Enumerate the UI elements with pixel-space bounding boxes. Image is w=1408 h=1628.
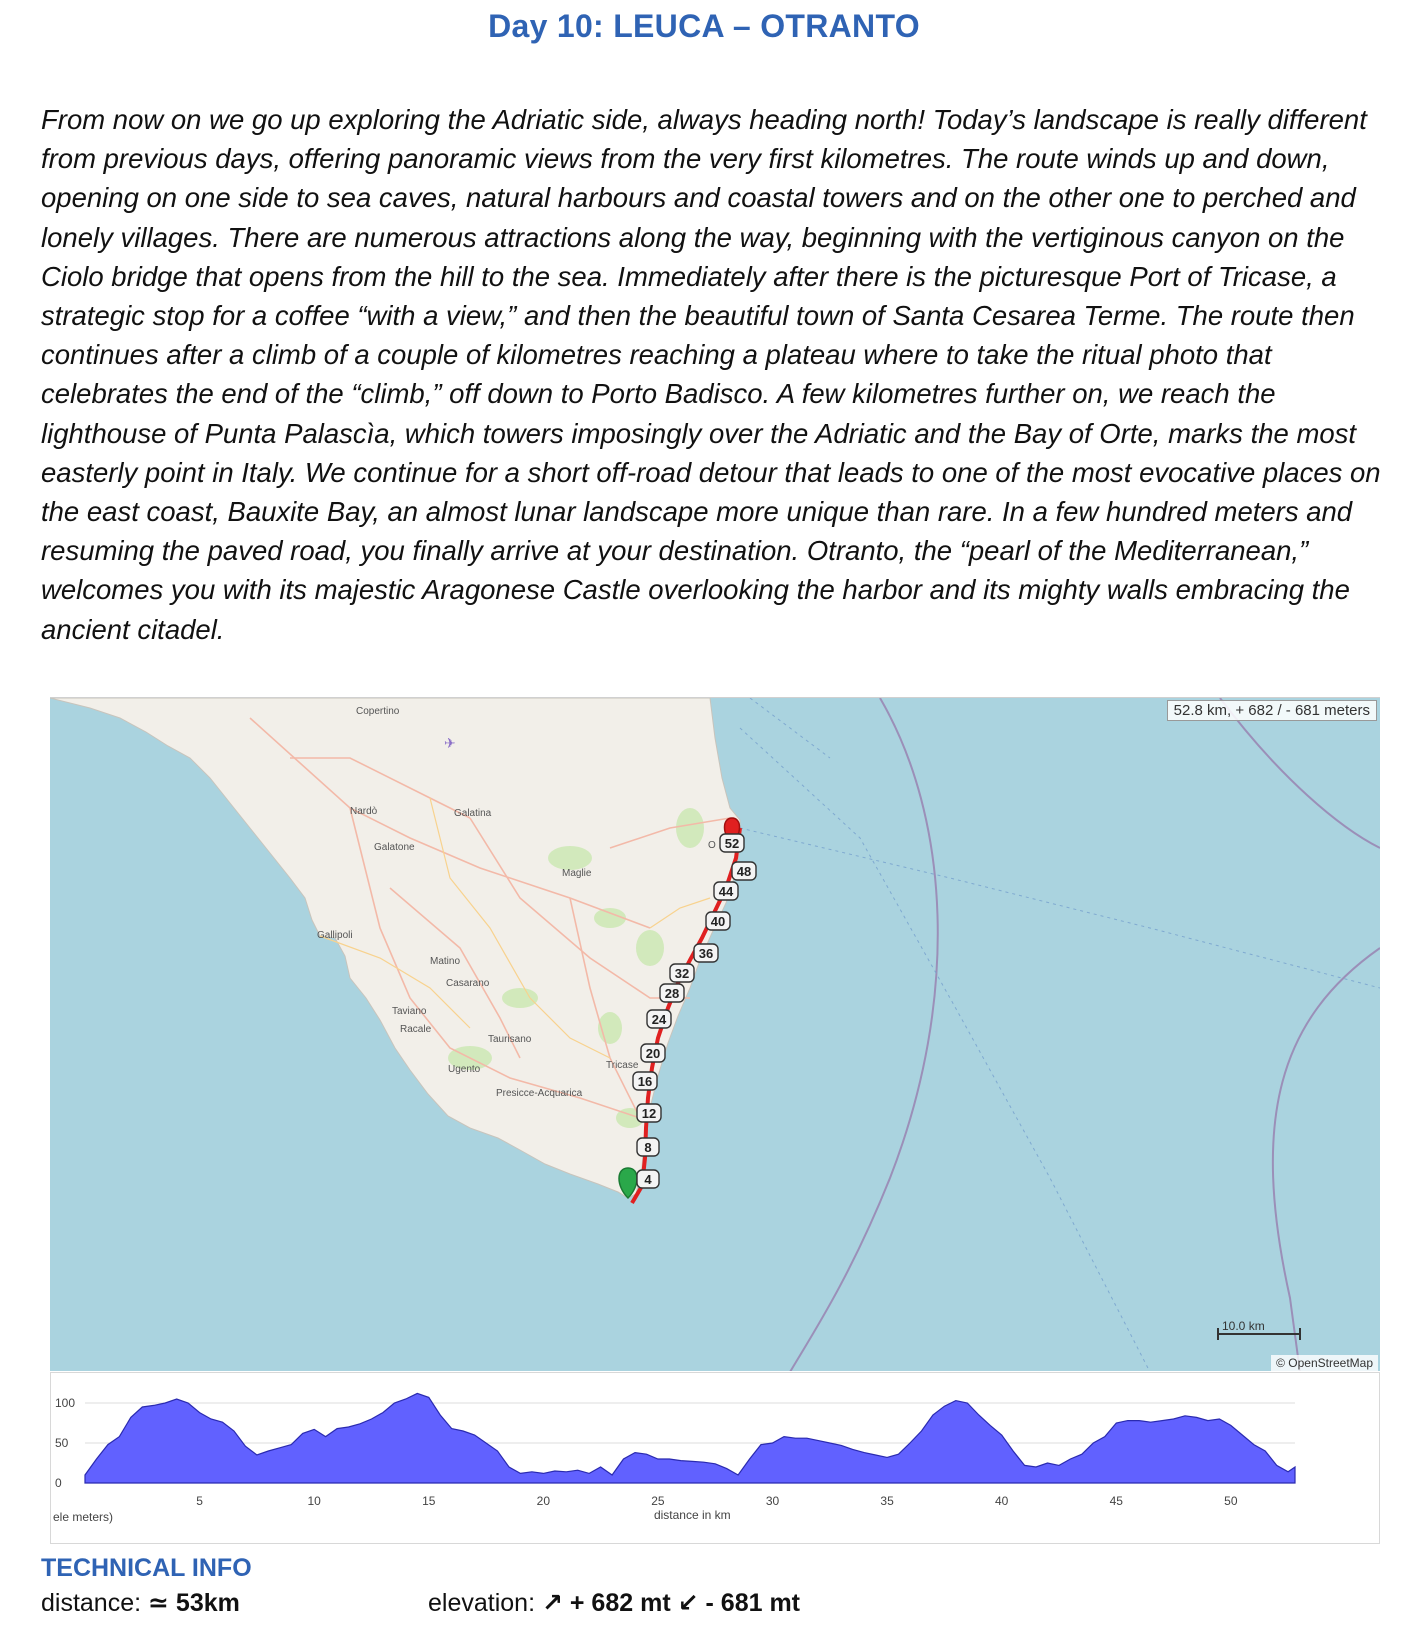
- elevation-profile[interactable]: [50, 1372, 1380, 1544]
- y-tick-label: 100: [55, 1396, 76, 1410]
- town-label: Maglie: [562, 868, 592, 879]
- svg-text:48: 48: [736, 864, 752, 879]
- km-marker-48: [732, 862, 756, 880]
- town-label: Copertino: [356, 706, 400, 717]
- km-marker-32: [670, 964, 694, 982]
- elevation-chart[interactable]: [51, 1373, 1381, 1545]
- y-tick-label: 50: [55, 1436, 69, 1450]
- elevation-gain: + 682 mt: [569, 1589, 671, 1617]
- town-label: Nardò: [350, 806, 378, 817]
- town-label: Taurisano: [488, 1034, 532, 1045]
- svg-text:24: 24: [651, 1012, 667, 1027]
- km-marker-20: [641, 1044, 665, 1062]
- km-marker-52: [720, 834, 744, 852]
- svg-text:20: 20: [645, 1046, 661, 1061]
- svg-text:16: 16: [637, 1074, 653, 1089]
- distance-label: distance:: [41, 1589, 142, 1617]
- distance-info: [41, 1588, 240, 1618]
- svg-text:52: 52: [724, 836, 740, 851]
- town-label: Tricase: [606, 1060, 639, 1071]
- y-tick-labels: [55, 1396, 75, 1490]
- svg-text:36: 36: [698, 946, 714, 961]
- x-tick-label: 10: [307, 1494, 321, 1508]
- x-tick-label: 45: [1109, 1494, 1123, 1508]
- km-marker-28: [660, 984, 684, 1002]
- town-label: Taviano: [392, 1006, 427, 1017]
- elevation-area: [85, 1393, 1295, 1483]
- airport-icon: ✈: [444, 735, 456, 751]
- town-label: Racale: [400, 1024, 432, 1035]
- arrow-down-left-icon: ↙: [677, 1589, 699, 1617]
- map-canvas[interactable]: [50, 698, 1380, 1371]
- town-label: O: [708, 840, 716, 851]
- x-tick-label: 25: [651, 1494, 665, 1508]
- km-marker-8: [637, 1138, 659, 1156]
- y-tick-label: 0: [55, 1476, 62, 1490]
- x-tick-label: 35: [880, 1494, 894, 1508]
- svg-text:10.0 km: 10.0 km: [1222, 1319, 1265, 1333]
- km-marker-4: [637, 1170, 659, 1188]
- x-tick-label: 50: [1224, 1494, 1238, 1508]
- x-tick-label: 40: [994, 1494, 1009, 1508]
- route-map[interactable]: [50, 697, 1380, 1371]
- svg-text:40: 40: [710, 914, 726, 929]
- x-axis-label: distance in km: [653, 1508, 731, 1522]
- town-label: Presicce-Acquarica: [496, 1088, 583, 1099]
- town-label: Ugento: [448, 1064, 481, 1075]
- route-description: From now on we go up exploring the Adriatic side, always heading north! Today’s landscape is really different from previous days, offering panoramic views from the very first kilometres. The route winds up and down, opening on one side to sea caves, natural harbours and coastal towers and on the other one to perched and lonely villages. There are numerous attractions along the way, beginning with the vertiginous canyon on the Ciolo bridge that opens from the hill to the sea. Immediately after there is the picturesque Port of Tricase, a strategic stop for a coffee “with a view,” and then the beautiful town of Santa Cesarea Terme. The route then continues after a climb of a couple of kilometres reaching a plateau where to take the ritual photo that celebrates the end of the “climb,” off down to Porto Badisco. A few kilometres further on, we reach the lighthouse of Punta Palascìa, which towers imposingly over the Adriatic and the Bay of Orte, marks the most easterly point in Italy. We continue for a short off-road detour that leads to one of the most evocative places on the east coast, Bauxite Bay, an almost lunar landscape more unique than rare. In a few hundred meters and resuming the paved road, you finally arrive at your destination. Otranto, the “pearl of the Mediterranean,” welcomes you with its majestic Aragonese Castle overlooking the harbor and its mighty walls embracing the ancient citadel.: [41, 104, 1381, 645]
- distance-value: ≃ 53km: [148, 1589, 240, 1617]
- svg-text:32: 32: [674, 966, 690, 981]
- arrow-up-right-icon: ↗: [541, 1589, 563, 1617]
- km-marker-36: [694, 944, 718, 962]
- town-label: Galatina: [454, 808, 492, 819]
- svg-text:4: 4: [644, 1172, 652, 1187]
- y-axis-label: ele meters): [53, 1510, 114, 1524]
- map-attribution[interactable]: © OpenStreetMap: [1271, 1355, 1378, 1371]
- elevation-info: [428, 1588, 800, 1618]
- x-tick-label: 15: [422, 1494, 436, 1508]
- x-tick-labels: [196, 1494, 1238, 1508]
- town-label: Galatone: [374, 842, 415, 853]
- svg-text:44: 44: [718, 884, 734, 899]
- elevation-loss: - 681 mt: [705, 1589, 800, 1617]
- technical-info-heading: TECHNICAL INFO: [41, 1554, 252, 1582]
- km-marker-44: [714, 882, 738, 900]
- svg-text:28: 28: [664, 986, 680, 1001]
- km-marker-12: [637, 1104, 661, 1122]
- svg-text:12: 12: [641, 1106, 657, 1121]
- scale-bar: [1218, 1319, 1300, 1340]
- x-tick-label: 20: [536, 1494, 551, 1508]
- town-label: Casarano: [446, 978, 490, 989]
- town-label: Gallipoli: [317, 930, 353, 941]
- svg-text:8: 8: [644, 1140, 652, 1155]
- x-tick-label: 30: [765, 1494, 780, 1508]
- km-marker-24: [647, 1010, 671, 1028]
- x-tick-label: 5: [196, 1494, 203, 1508]
- km-marker-40: [706, 912, 730, 930]
- km-marker-16: [633, 1072, 657, 1090]
- elevation-label: elevation:: [428, 1589, 536, 1617]
- page-title: Day 10: LEUCA – OTRANTO: [488, 8, 920, 44]
- town-label: Matino: [430, 956, 461, 967]
- shipping-lanes: [790, 698, 1380, 1371]
- route-stats-box: 52.8 km, + 682 / - 681 meters: [1167, 700, 1377, 721]
